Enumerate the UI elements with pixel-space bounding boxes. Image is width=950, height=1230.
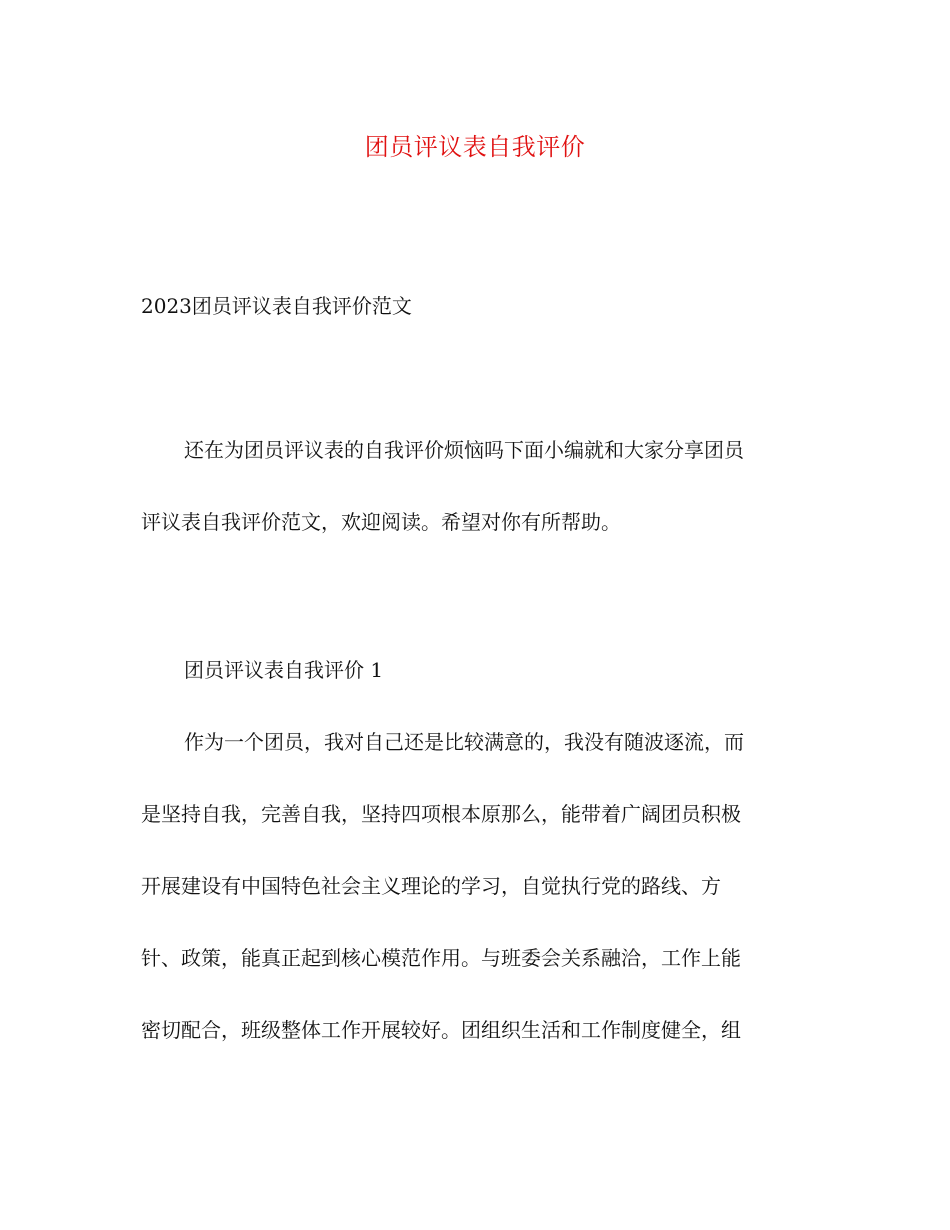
document-title: 团员评议表自我评价 bbox=[364, 133, 586, 161]
body-line-5: 密切配合，班级整体工作开展较好。团组织生活和工作制度健全，组 bbox=[141, 1018, 741, 1042]
body-line-1: 作为一个团员，我对自己还是比较满意的，我没有随波逐流，而 bbox=[184, 730, 744, 754]
intro-line-1: 还在为团员评议表的自我评价烦恼吗下面小编就和大家分享团员 bbox=[184, 438, 744, 462]
body-line-3: 开展建设有中国特色社会主义理论的学习，自觉执行党的路线、方 bbox=[141, 874, 721, 898]
intro-line-2: 评议表自我评价范文，欢迎阅读。希望对你有所帮助。 bbox=[141, 510, 621, 534]
document-subtitle: 2023团员评议表自我评价范文 bbox=[141, 294, 412, 318]
section-heading: 团员评议表自我评价 1 bbox=[184, 658, 384, 682]
body-line-4: 针、政策，能真正起到核心模范作用。与班委会关系融洽，工作上能 bbox=[141, 946, 741, 970]
body-line-2: 是坚持自我，完善自我，坚持四项根本原那么，能带着广阔团员积极 bbox=[141, 802, 741, 826]
